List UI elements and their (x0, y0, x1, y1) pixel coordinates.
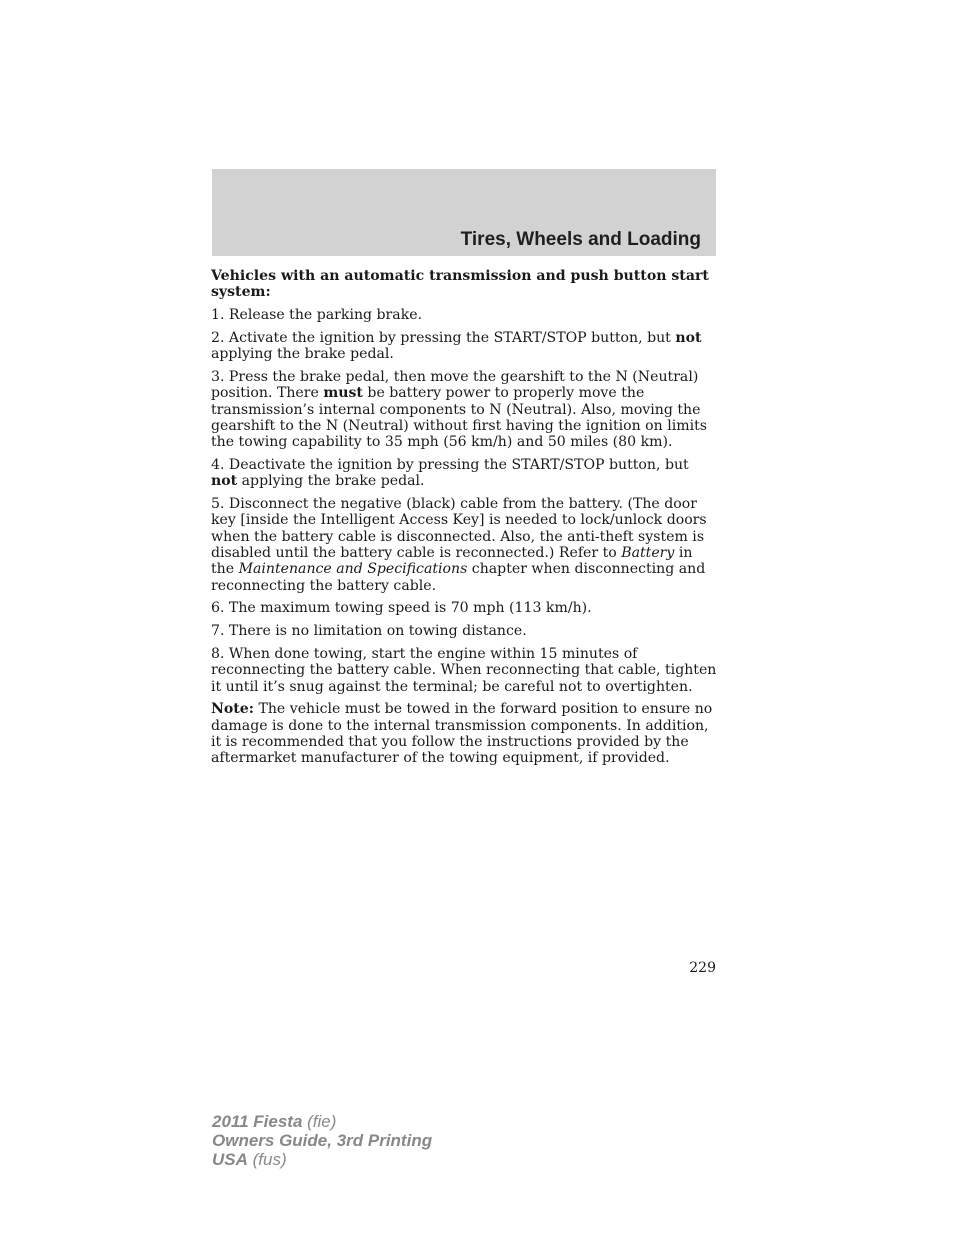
footer-line-1 (212, 1112, 432, 1131)
step-3-text-end: be battery power to properly move the transmission’s internal components to N (Neutral). Also, moving the gearshift to the N (Neutral) without first having the ignition on limits the towing capability to 35 mph (56 km/h) and 50 miles (80 km). (211, 385, 707, 451)
footer-line-3 (212, 1150, 432, 1169)
chapter-reference: Maintenance and Specifications (238, 561, 468, 578)
step-6: 6. The maximum towing speed is 70 mph (113 km/h). (211, 600, 592, 617)
step-2 (211, 330, 717, 363)
step-4-text-end: applying the brake pedal. (237, 473, 425, 490)
step-8: 8. When done towing, start the engine within 15 minutes of reconnecting the battery cable. When reconnecting that cable, tighten it until it’s snug against the terminal; be careful not to overtighten. (211, 645, 717, 695)
step-2-emphasis: not (675, 329, 702, 346)
footer-model-code: (fie) (302, 1112, 337, 1131)
footer (212, 1112, 432, 1169)
battery-reference: Battery (621, 544, 675, 561)
step-1: 1. Release the parking brake. (211, 307, 423, 324)
footer-line-2 (212, 1131, 432, 1150)
note-text: The vehicle must be towed in the forward position to ensure no damage is done to the internal transmission components. In addition, it is recommended that you follow the instructions provided by the aftermarket manufacturer of the towing equipment, if provided. (211, 701, 713, 767)
footer-guide: Owners Guide, 3rd Printing (212, 1131, 433, 1150)
note (211, 701, 717, 766)
step-4 (211, 457, 717, 490)
page-content (211, 268, 717, 773)
section-title: Tires, Wheels and Loading (460, 229, 701, 250)
footer-model: 2011 Fiesta (212, 1112, 303, 1131)
intro-heading: Vehicles with an automatic transmission and push button start system: (211, 268, 709, 301)
step-5 (211, 496, 717, 594)
page-number: 229 (689, 960, 716, 976)
step-4-text: 4. Deactivate the ignition by pressing the START/STOP button, but (211, 456, 689, 473)
step-3 (211, 369, 717, 450)
step-5-text-mid: in the (211, 544, 693, 578)
note-label: Note: (211, 701, 254, 718)
step-3-text: 3. Press the brake pedal, then move the gearshift to the N (Neutral) position. There (211, 368, 699, 402)
step-5-text-end: chapter when disconnecting and reconnecting the battery cable. (211, 561, 706, 594)
section-header-band (212, 169, 716, 256)
footer-market-code: (fus) (247, 1150, 287, 1169)
step-5-text: 5. Disconnect the negative (black) cable from the battery. (The door key [inside the Intelligent Access Key] is needed to lock/unlock doors when the battery cable is disconnected. Also, the anti-theft system is disabled until the battery cable is reconnected.) Refer to (211, 496, 707, 561)
step-4-emphasis: not (211, 473, 238, 490)
footer-market: USA (212, 1150, 248, 1169)
step-2-text: 2. Activate the ignition by pressing the START/STOP button, but (211, 329, 676, 346)
step-7: 7. There is no limitation on towing distance. (211, 623, 527, 640)
step-3-emphasis: must (323, 385, 363, 402)
step-2-text-end: applying the brake pedal. (211, 346, 394, 363)
